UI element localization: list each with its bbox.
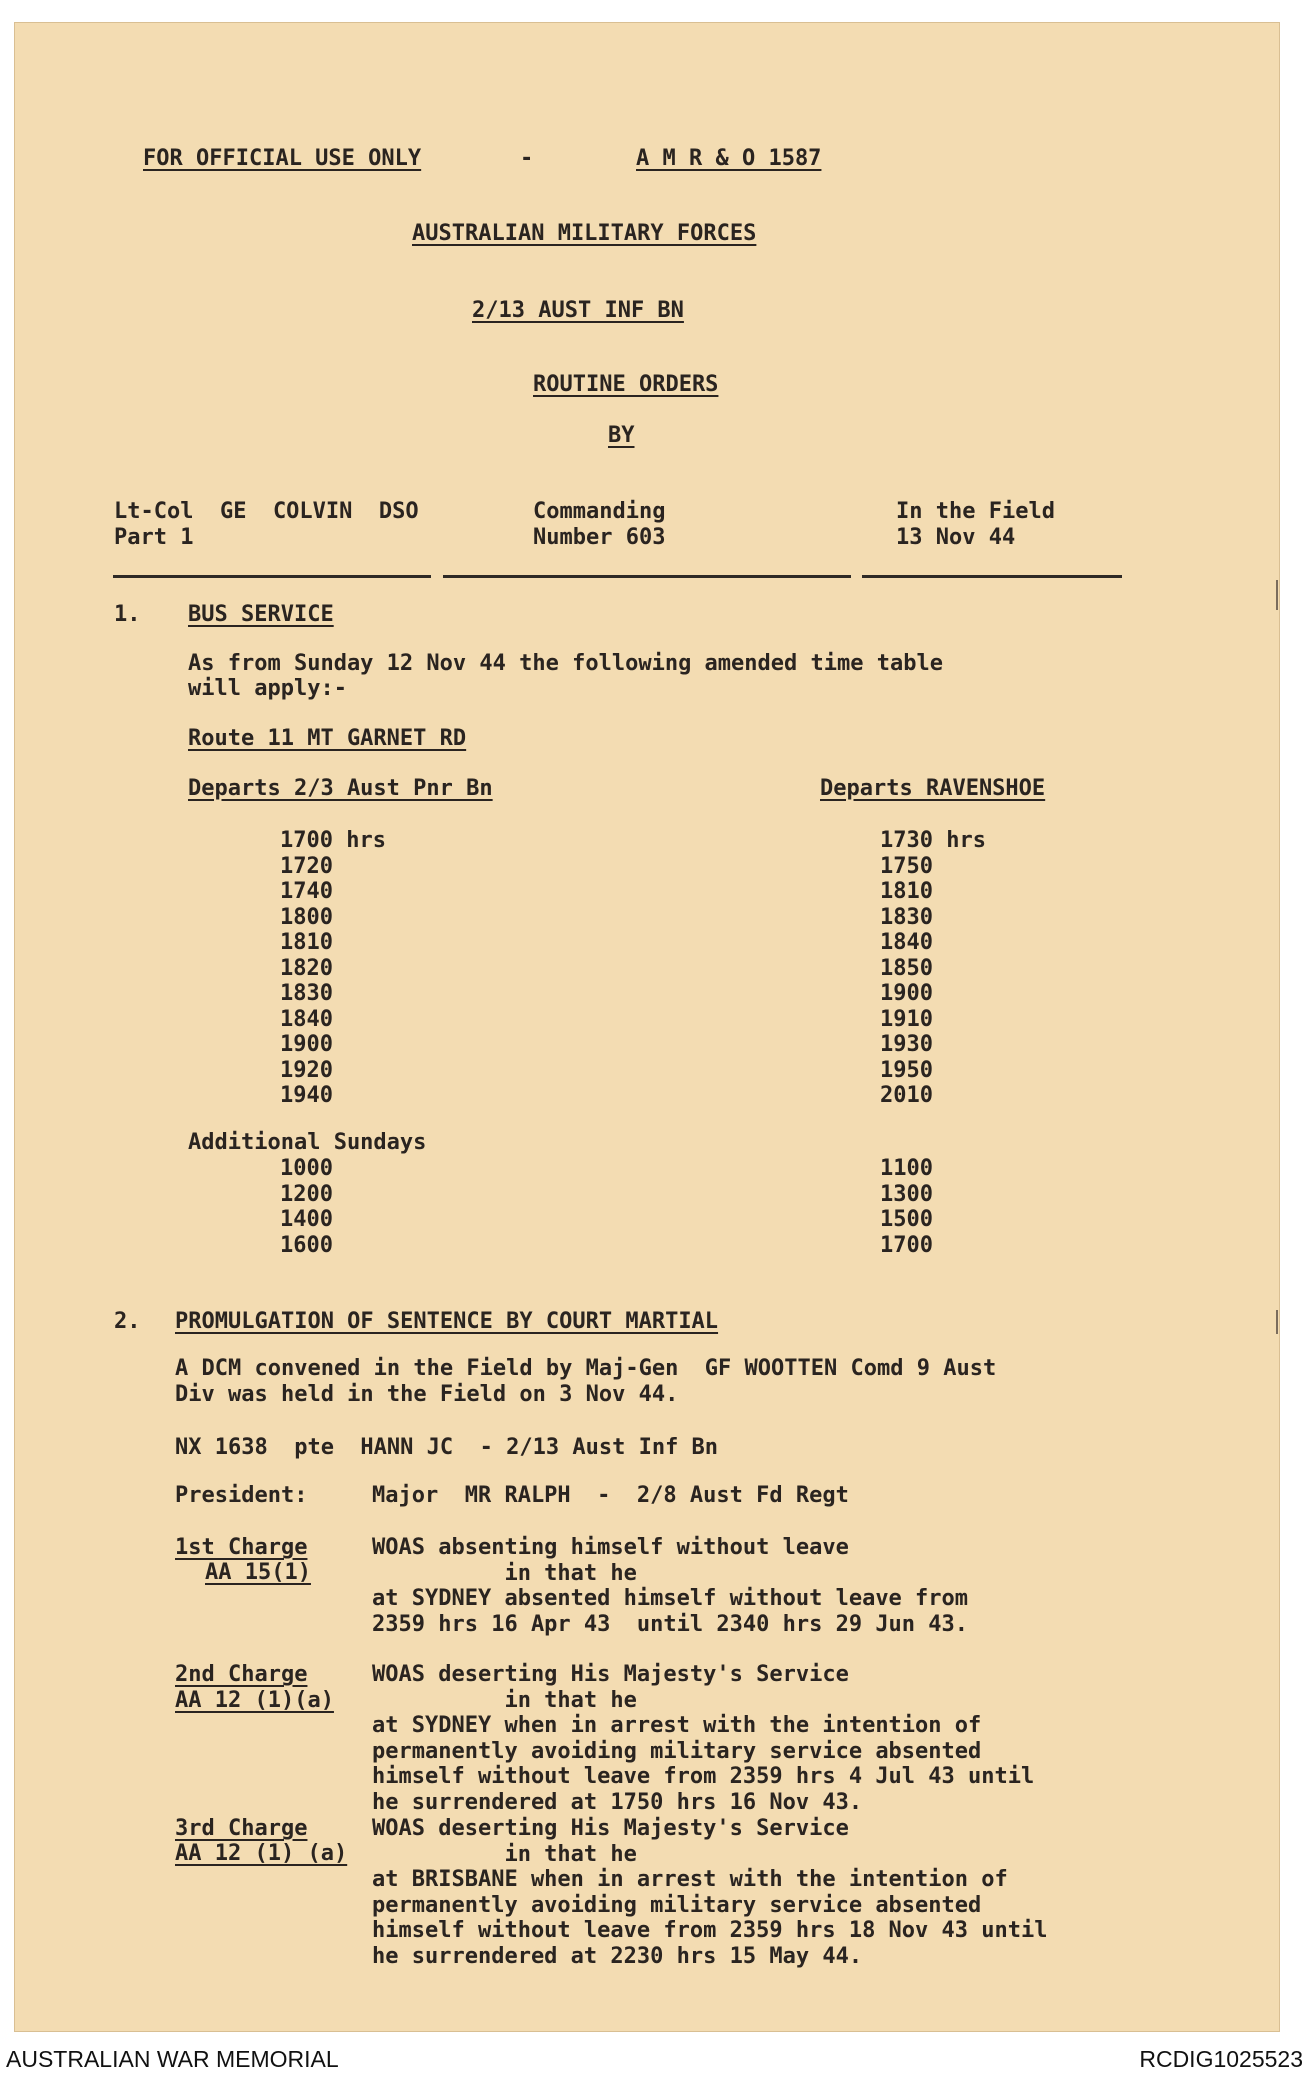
time-entry: 1950 xyxy=(880,1057,933,1083)
charge-text-line: WOAS absenting himself without leave xyxy=(372,1535,849,1560)
section-2-intro-line-1: A DCM convened in the Field by Maj-Gen GF WOOTTEN Comd 9 Aust xyxy=(175,1356,997,1381)
charge-text-line: at SYDNEY when in arrest with the intention of xyxy=(372,1713,982,1738)
charge-2-text xyxy=(372,1662,1034,1815)
time-entry: 1830 xyxy=(280,981,333,1006)
order-part: Part 1 xyxy=(114,525,194,550)
col-right-heading: Departs RAVENSHOE xyxy=(820,776,1046,801)
charge-2-label: 2nd Charge xyxy=(175,1662,308,1687)
charge-1-label: 1st Charge xyxy=(175,1535,308,1560)
section-1-intro-line-2: will apply:- xyxy=(188,676,347,701)
charge-text-line: himself without leave from 2359 hrs 4 Jul 43 until xyxy=(372,1764,1035,1789)
additional-left-times xyxy=(280,1156,333,1258)
paper-edge-mark xyxy=(1276,1310,1278,1334)
section-1-heading: BUS SERVICE xyxy=(188,602,334,627)
header-divider-2 xyxy=(443,575,851,578)
commander-name: Lt-Col GE COLVIN DSO xyxy=(114,499,419,524)
time-entry: 1600 xyxy=(280,1232,333,1258)
time-entry: 1500 xyxy=(880,1207,933,1232)
accused-line: NX 1638 pte HANN JC - 2/13 Aust Inf Bn xyxy=(175,1435,719,1460)
classification-dash: - xyxy=(520,146,534,171)
reference-number: A M R & O 1587 xyxy=(636,146,822,171)
time-entry: 1700 xyxy=(880,1232,933,1258)
time-entry: 2010 xyxy=(880,1083,933,1108)
charge-1-ref: AA 15(1) xyxy=(205,1560,311,1585)
section-1-intro-line-1: As from Sunday 12 Nov 44 the following amended time table xyxy=(188,651,943,676)
time-entry: 1730 hrs xyxy=(880,828,986,853)
commander-role: Commanding xyxy=(533,499,666,524)
left-departure-times xyxy=(280,828,386,1109)
time-entry: 1900 xyxy=(280,1032,333,1057)
section-1-number: 1. xyxy=(114,602,141,627)
order-date: 13 Nov 44 xyxy=(896,525,1016,550)
charge-text-line: in that he xyxy=(372,1687,637,1713)
charge-2-ref: AA 12 (1)(a) xyxy=(175,1688,334,1713)
charge-text-line: he surrendered at 2230 hrs 15 May 44. xyxy=(372,1943,863,1969)
charge-text-line: in that he xyxy=(372,1841,637,1867)
additional-sundays-label: Additional Sundays xyxy=(188,1130,427,1155)
charge-3-text xyxy=(372,1816,1048,1969)
header-divider-1 xyxy=(113,575,431,578)
time-entry: 1800 xyxy=(280,904,333,930)
orders-title: ROUTINE ORDERS xyxy=(533,372,719,397)
time-entry: 1900 xyxy=(880,981,933,1006)
time-entry: 1200 xyxy=(280,1181,333,1207)
order-number: Number 603 xyxy=(533,525,666,550)
orders-by: BY xyxy=(608,423,635,448)
paper-edge-mark xyxy=(1276,580,1278,610)
charge-text-line: permanently avoiding military service absented xyxy=(372,1892,982,1918)
section-2-heading: PROMULGATION OF SENTENCE BY COURT MARTIAL xyxy=(175,1309,719,1334)
charge-text-line: in that he xyxy=(372,1560,637,1586)
charge-text-line: 2359 hrs 16 Apr 43 until 2340 hrs 29 Jun 43. xyxy=(372,1611,969,1637)
president-label: President: xyxy=(175,1483,308,1508)
time-entry: 1840 xyxy=(280,1006,333,1032)
footer-identifier: RCDIG1025523 xyxy=(1139,2046,1303,2072)
archive-footer xyxy=(0,2034,1313,2082)
order-location: In the Field xyxy=(896,499,1055,524)
time-entry: 1810 xyxy=(880,879,933,904)
time-entry: 1740 xyxy=(280,879,333,904)
time-entry: 1820 xyxy=(280,955,333,981)
charge-text-line: himself without leave from 2359 hrs 18 Nov 43 until xyxy=(372,1918,1048,1943)
footer-source: AUSTRALIAN WAR MEMORIAL xyxy=(6,2046,339,2072)
time-entry: 1400 xyxy=(280,1207,333,1232)
time-entry: 1840 xyxy=(880,930,933,955)
additional-right-times xyxy=(880,1156,933,1258)
time-entry: 1700 hrs xyxy=(280,828,386,853)
time-entry: 1830 xyxy=(880,904,933,930)
time-entry: 1930 xyxy=(880,1032,933,1057)
time-entry: 1920 xyxy=(280,1057,333,1083)
section-2-number: 2. xyxy=(114,1309,141,1334)
time-entry: 1750 xyxy=(880,853,933,879)
charge-text-line: at SYDNEY absented himself without leave from xyxy=(372,1586,969,1611)
forces-title: AUSTRALIAN MILITARY FORCES xyxy=(412,221,757,246)
time-entry: 1000 xyxy=(280,1156,333,1181)
route-title: Route 11 MT GARNET RD xyxy=(188,726,467,751)
time-entry: 1100 xyxy=(880,1156,933,1181)
right-departure-times xyxy=(880,828,986,1109)
time-entry: 1300 xyxy=(880,1181,933,1207)
time-entry: 1720 xyxy=(280,853,333,879)
time-entry: 1910 xyxy=(880,1006,933,1032)
president-name: Major MR RALPH - 2/8 Aust Fd Regt xyxy=(372,1483,849,1508)
charge-3-label: 3rd Charge xyxy=(175,1816,308,1841)
charge-1-text xyxy=(372,1535,968,1637)
time-entry: 1940 xyxy=(280,1083,333,1108)
section-2-intro-line-2: Div was held in the Field on 3 Nov 44. xyxy=(175,1382,679,1407)
charge-text-line: WOAS deserting His Majesty's Service xyxy=(372,1662,849,1687)
charge-text-line: he surrendered at 1750 hrs 16 Nov 43. xyxy=(372,1789,863,1815)
time-entry: 1810 xyxy=(280,930,333,955)
charge-text-line: WOAS deserting His Majesty's Service xyxy=(372,1816,849,1841)
charge-text-line: permanently avoiding military service absented xyxy=(372,1738,982,1764)
time-entry: 1850 xyxy=(880,955,933,981)
col-left-heading: Departs 2/3 Aust Pnr Bn xyxy=(188,776,493,801)
charge-3-ref: AA 12 (1) (a) xyxy=(175,1841,348,1866)
charge-text-line: at BRISBANE when in arrest with the intention of xyxy=(372,1867,1008,1892)
header-divider-3 xyxy=(862,575,1122,578)
unit-title: 2/13 AUST INF BN xyxy=(472,298,684,323)
classification-label: FOR OFFICIAL USE ONLY xyxy=(143,146,422,171)
